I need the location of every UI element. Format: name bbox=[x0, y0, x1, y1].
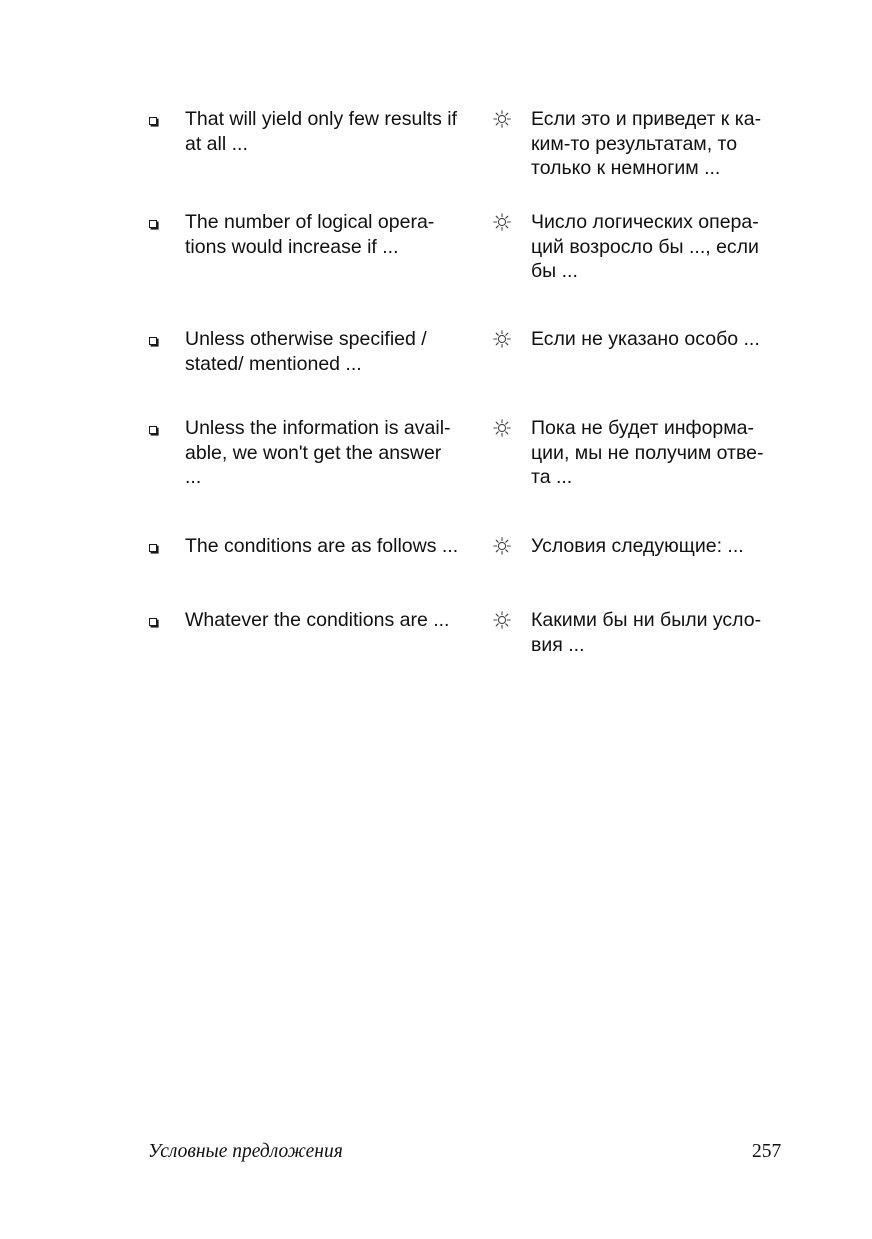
checkbox-icon bbox=[149, 544, 157, 552]
sun-icon bbox=[493, 537, 511, 555]
english-phrase: The number of logical opera- tions would increase if ... bbox=[185, 211, 435, 258]
page-number: 257 bbox=[752, 1141, 782, 1162]
english-phrase: Unless otherwise specified / stated/ mentioned ... bbox=[185, 328, 427, 375]
sun-icon bbox=[493, 330, 511, 348]
checkbox-icon bbox=[149, 618, 157, 626]
running-footer-title: Условные предложения bbox=[148, 1141, 343, 1162]
checkbox-icon bbox=[149, 426, 157, 434]
sun-icon bbox=[493, 419, 511, 437]
checkbox-icon bbox=[149, 220, 157, 228]
english-phrase: The conditions are as follows ... bbox=[185, 535, 459, 557]
english-phrase: Whatever the conditions are ... bbox=[185, 609, 450, 631]
english-phrase: That will yield only few results if at all ... bbox=[185, 108, 458, 155]
russian-phrase: Условия следующие: ... bbox=[531, 535, 744, 557]
russian-phrase: Если это и приведет к ка- ким-то результатам, то только к немногим ... bbox=[531, 108, 762, 179]
sun-icon bbox=[493, 611, 511, 629]
russian-phrase: Какими бы ни были усло- вия ... bbox=[531, 609, 762, 656]
sun-icon bbox=[493, 110, 511, 128]
checkbox-icon bbox=[149, 117, 157, 125]
english-phrase: Unless the information is avail- able, we won't get the answer ... bbox=[185, 417, 451, 488]
russian-phrase: Пока не будет информа- ции, мы не получим отве- та ... bbox=[531, 417, 764, 488]
checkbox-icon bbox=[149, 337, 157, 345]
russian-phrase: Число логических опера- ций возросло бы ..., если бы ... bbox=[531, 211, 759, 282]
russian-phrase: Если не указано особо ... bbox=[531, 328, 760, 350]
sun-icon bbox=[493, 213, 511, 231]
